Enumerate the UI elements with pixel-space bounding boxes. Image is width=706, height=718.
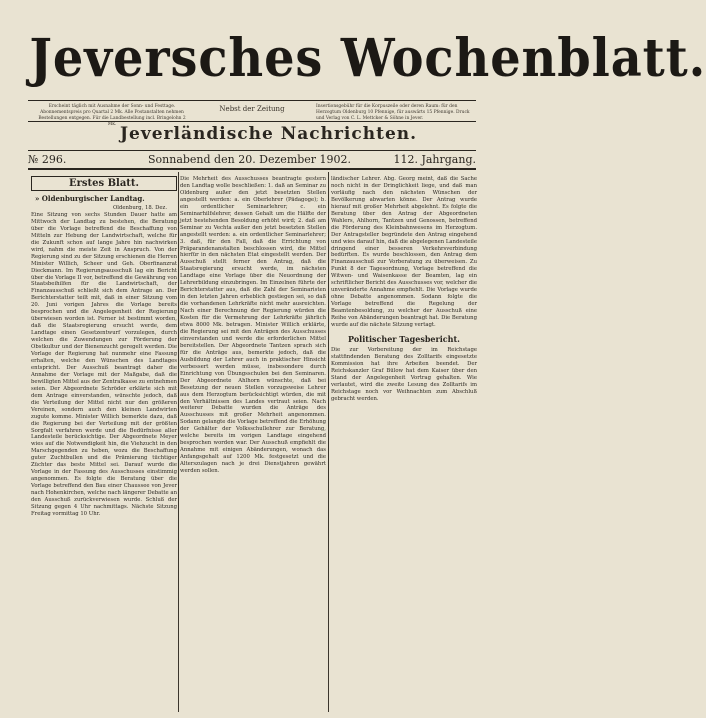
section-label: Erstes Blatt. [31,176,177,191]
political-report-body: Die zur Vorbereitung der im Reichstage stattfindenden Beratung des Zolltarifs eingesetzte Kommission hat ihre Arbeiten beendet. Der Reichskanzler Graf Bülow hat dem Kaiser über den Stand der Angelegenheit Vortrag gehalten. Wie verlautet, wird die zweite Lesung des Zolltarifs im Reichstage noch vor Weihnachten zum Abschluß gebracht werden. [331,346,477,402]
article-dateline: Oldenburg, 18. Dez. [112,205,167,211]
column-3 [331,176,477,711]
political-report-heading: Politischer Tagesbericht. [348,333,460,344]
masthead-title: Jeversches Wochenblatt. [29,28,706,89]
column-divider-1 [178,172,179,712]
article-body-continued: Die Mehrheit des Ausschusses beantragte gestern den Landtag wolle beschließen: 1. daß an Seminar zu Oldenburg außer den jetzt besetzten Stellen angestellt werden: a. ein Oberlehrer (Pädagoge); b. ein ordentlicher Seminarlehrer; c. ein Seminarhilfslehrer, dessen Gehalt um die Hälfte der jetzt bestehenden Besoldung erhöht wird; 2. daß am Seminar zu Vechta außer den jetzt besetzten Stellen angestellt werden: a. ein ordentlicher Seminarlehrer; 3. daß, für den Fall, daß die Errichtung von Präparandenanstalten beschlossen wird, die Mittel hierfür in den nächsten Etat eingestellt werden. Der Ausschuß stellt ferner den Antrag, daß die Staatsregierung ersucht werde, im nächsten Landtage eine Vorlage über die Neuordnung der Lehrerbildung einzubringen. Im Einzelnen führte der Berichterstatter aus, daß die Zahl der Seminaristen in den letzten Jahren erheblich gestiegen sei, so daß die vorhandenen Lehrkräfte nicht mehr ausreichten. Nach einer Berechnung der Regierung würden die Kosten für die Vermehrung der Lehrkräfte jährlich etwa 8000 Mk. betragen. Minister Willich erklärte, die Regierung sei mit den Anträgen des Ausschusses einverstanden und werde die erforderlichen Mittel bereitstellen. Der Abgeordnete Tantzen sprach sich für die Anträge aus, bemerkte jedoch, daß die Ausbildung der Lehrer auch in praktischer Hinsicht verbessert werden müsse, insbesondere durch Einrichtung von Übungsschulen bei den Seminaren. Der Abgeordnete Ahlhorn wünschte, daß bei Besetzung der neuen Stellen vorzugsweise Lehrer aus dem Herzogtum berücksichtigt würden, die mit den Verhältnissen des Landes vertraut seien. Nach weiterer Debatte wurden die Anträge des Ausschusses mit großer Mehrheit angenommen. Sodann gelangte die Vorlage betreffend die Erhöhung der Gehälter der Volksschullehrer zur Beratung, welche bereits im vorigen Landtage eingehend besprochen worden war. Der Ausschuß empfiehlt die Annahme mit einigen Abänderungen, wonach das Anfangsgehalt auf 1200 Mk. festgesetzt und die Alterszulagen nach je drei Dienstjahren gewährt werden sollen. [180,176,326,475]
volume-year: 112. Jahrgang. [393,153,476,166]
article-body: Eine Sitzung von sechs Stunden Dauer hatte am Mittwoch der Landtag zu bestehen, die Beratung über die Vorlage betreffend die Beschaffung von Mitteln zur Hebung der Landwirtschaft, welche für die Zukunft schon auf lange Jahre hin nachwirken wird, nahm die meiste Zeit in Anspruch. Von der Regierung sind zu der Sitzung erschienen die Herren Minister Willich, Scheer und Geh. Oberfinanzrat Dieckmann. Im Regierungsausschuß lag ein Bericht über die Vorlage II vor, betreffend die Gewährung von Staatsbeihilfen für die Landwirtschaft, der Finanzausschuß schließt sich dem Antrage an. Der Berichterstatter teilt mit, daß in einer Sitzung vom 20. Juni vorigen Jahres die Vorlage bereits besprochen und die Angelegenheit der Regierung überwiesen worden ist. Ferner ist bestimmt worden, daß die Staatsregierung ersucht werde, dem Landtage einen Gesetzentwurf vorzulegen, durch welchen die Zuwendungen zur Förderung der Obstkultur und der Bienenzucht geregelt werden. Die Vorlage der Regierung hat nunmehr eine Fassung erhalten, welche den Wünschen des Landtages entspricht. Der Ausschuß beantragt daher die Annahme der Vorlage mit der Maßgabe, daß die bewilligten Mittel aus der Zentralkasse zu entnehmen seien. Der Abgeordnete Schröder erklärte sich mit dem Antrage einverstanden, wünschte jedoch, daß die Verteilung der Mittel nicht nur den größeren Vereinen, sondern auch den kleinen Landwirten zugute komme. Minister Willich bemerkte dazu, daß die Regierung bei der Verteilung mit der größten Sorgfalt verfahren werde und die Bedürfnisse aller Landesteile berücksichtige. Der Abgeordnete Meyer wies auf die Notwendigkeit hin, die Viehzucht in den Marschgegenden zu heben, wozu die Beschaffung guter Zuchtbullen und die Prämierung tüchtiger Züchter das beste Mittel sei. Darauf wurde die Vorlage in der Fassung des Ausschusses einstimmig angenommen. Es folgte die Beratung über die Vorlage betreffend den Bau einer Chaussee von Jever nach Hohenkirchen, welche nach längerer Debatte an den Ausschuß zurückverwiesen wurde. Schluß der Sitzung gegen 4 Uhr nachmittags. Nächste Sitzung Freitag vormittag 10 Uhr. [31,211,177,517]
issue-number: № 296. [28,153,67,166]
issue-date: Sonnabend den 20. Dezember 1902. [148,153,352,166]
subtitle: Jeverländische Nachrichten. [120,124,418,144]
advertising-info: Insertionsgebühr für die Korpuszeile oder deren Raum: für den Herzogtum Oldenburg 10 Pfennige, für auswärts 15 Pfennige. Druck und Verlag von C. L. Mettcker & Söhne in Jever. [316,104,470,121]
article-heading: » Oldenburgischer Landtag. [35,194,145,203]
dateline [28,153,476,167]
header-rule [28,121,476,122]
dateline-top-rule [28,150,476,151]
subscription-info: Erscheint täglich mit Ausnahme der Sonn- und Festtage. Abonnementspreis pro Quartal 2 Mk. Alle Postanstalten nehmen Bestellungen entgegen. Für die Landbestellung incl. Bringelohn 2 Mk. [38,104,186,127]
column-divider-2 [328,172,329,712]
column-1 [31,176,177,711]
dateline-bottom-rule [28,168,476,170]
column-2 [180,176,326,711]
supplement-note: Nebst der Zeitung [219,105,285,113]
article-body-continued-2: ländischer Lehrer. Abg. Georg meint, daß die Sache noch nicht in der Dringlichkeit liege, und daß man vorläufig nach den nächsten Wünschen der Bevölkerung abwarten könne. Der Antrag wurde hierauf mit großer Mehrheit abgelehnt. Es folgte die Beratung über den Antrag der Abgeordneten Wahlers, Ahlhorn, Tantzen und Genossen, betreffend die Förderung des Kleinbahnwesens im Herzogtum. Der Antragsteller begründete den Antrag eingehend und wies darauf hin, daß die abgelegenen Landesteile dringend einer besseren Verkehrsverbindung bedürften. Es wurde beschlossen, den Antrag dem Finanzausschuß zur Vorberatung zu überweisen. Zu Punkt 8 der Tagesordnung, Vorlage betreffend die Witwen- und Waisenkasse der Beamten, lag ein schriftlicher Bericht des Ausschusses vor, welcher die unveränderte Annahme empfiehlt. Die Vorlage wurde ohne Debatte angenommen. Sodann folgte die Vorlage betreffend die Regelung der Beamtenbesoldung, zu welcher der Ausschuß eine Reihe von Abänderungen beantragt hat. Die Beratung wurde auf die nächste Sitzung vertagt. [331,176,477,329]
top-rule [28,100,476,101]
